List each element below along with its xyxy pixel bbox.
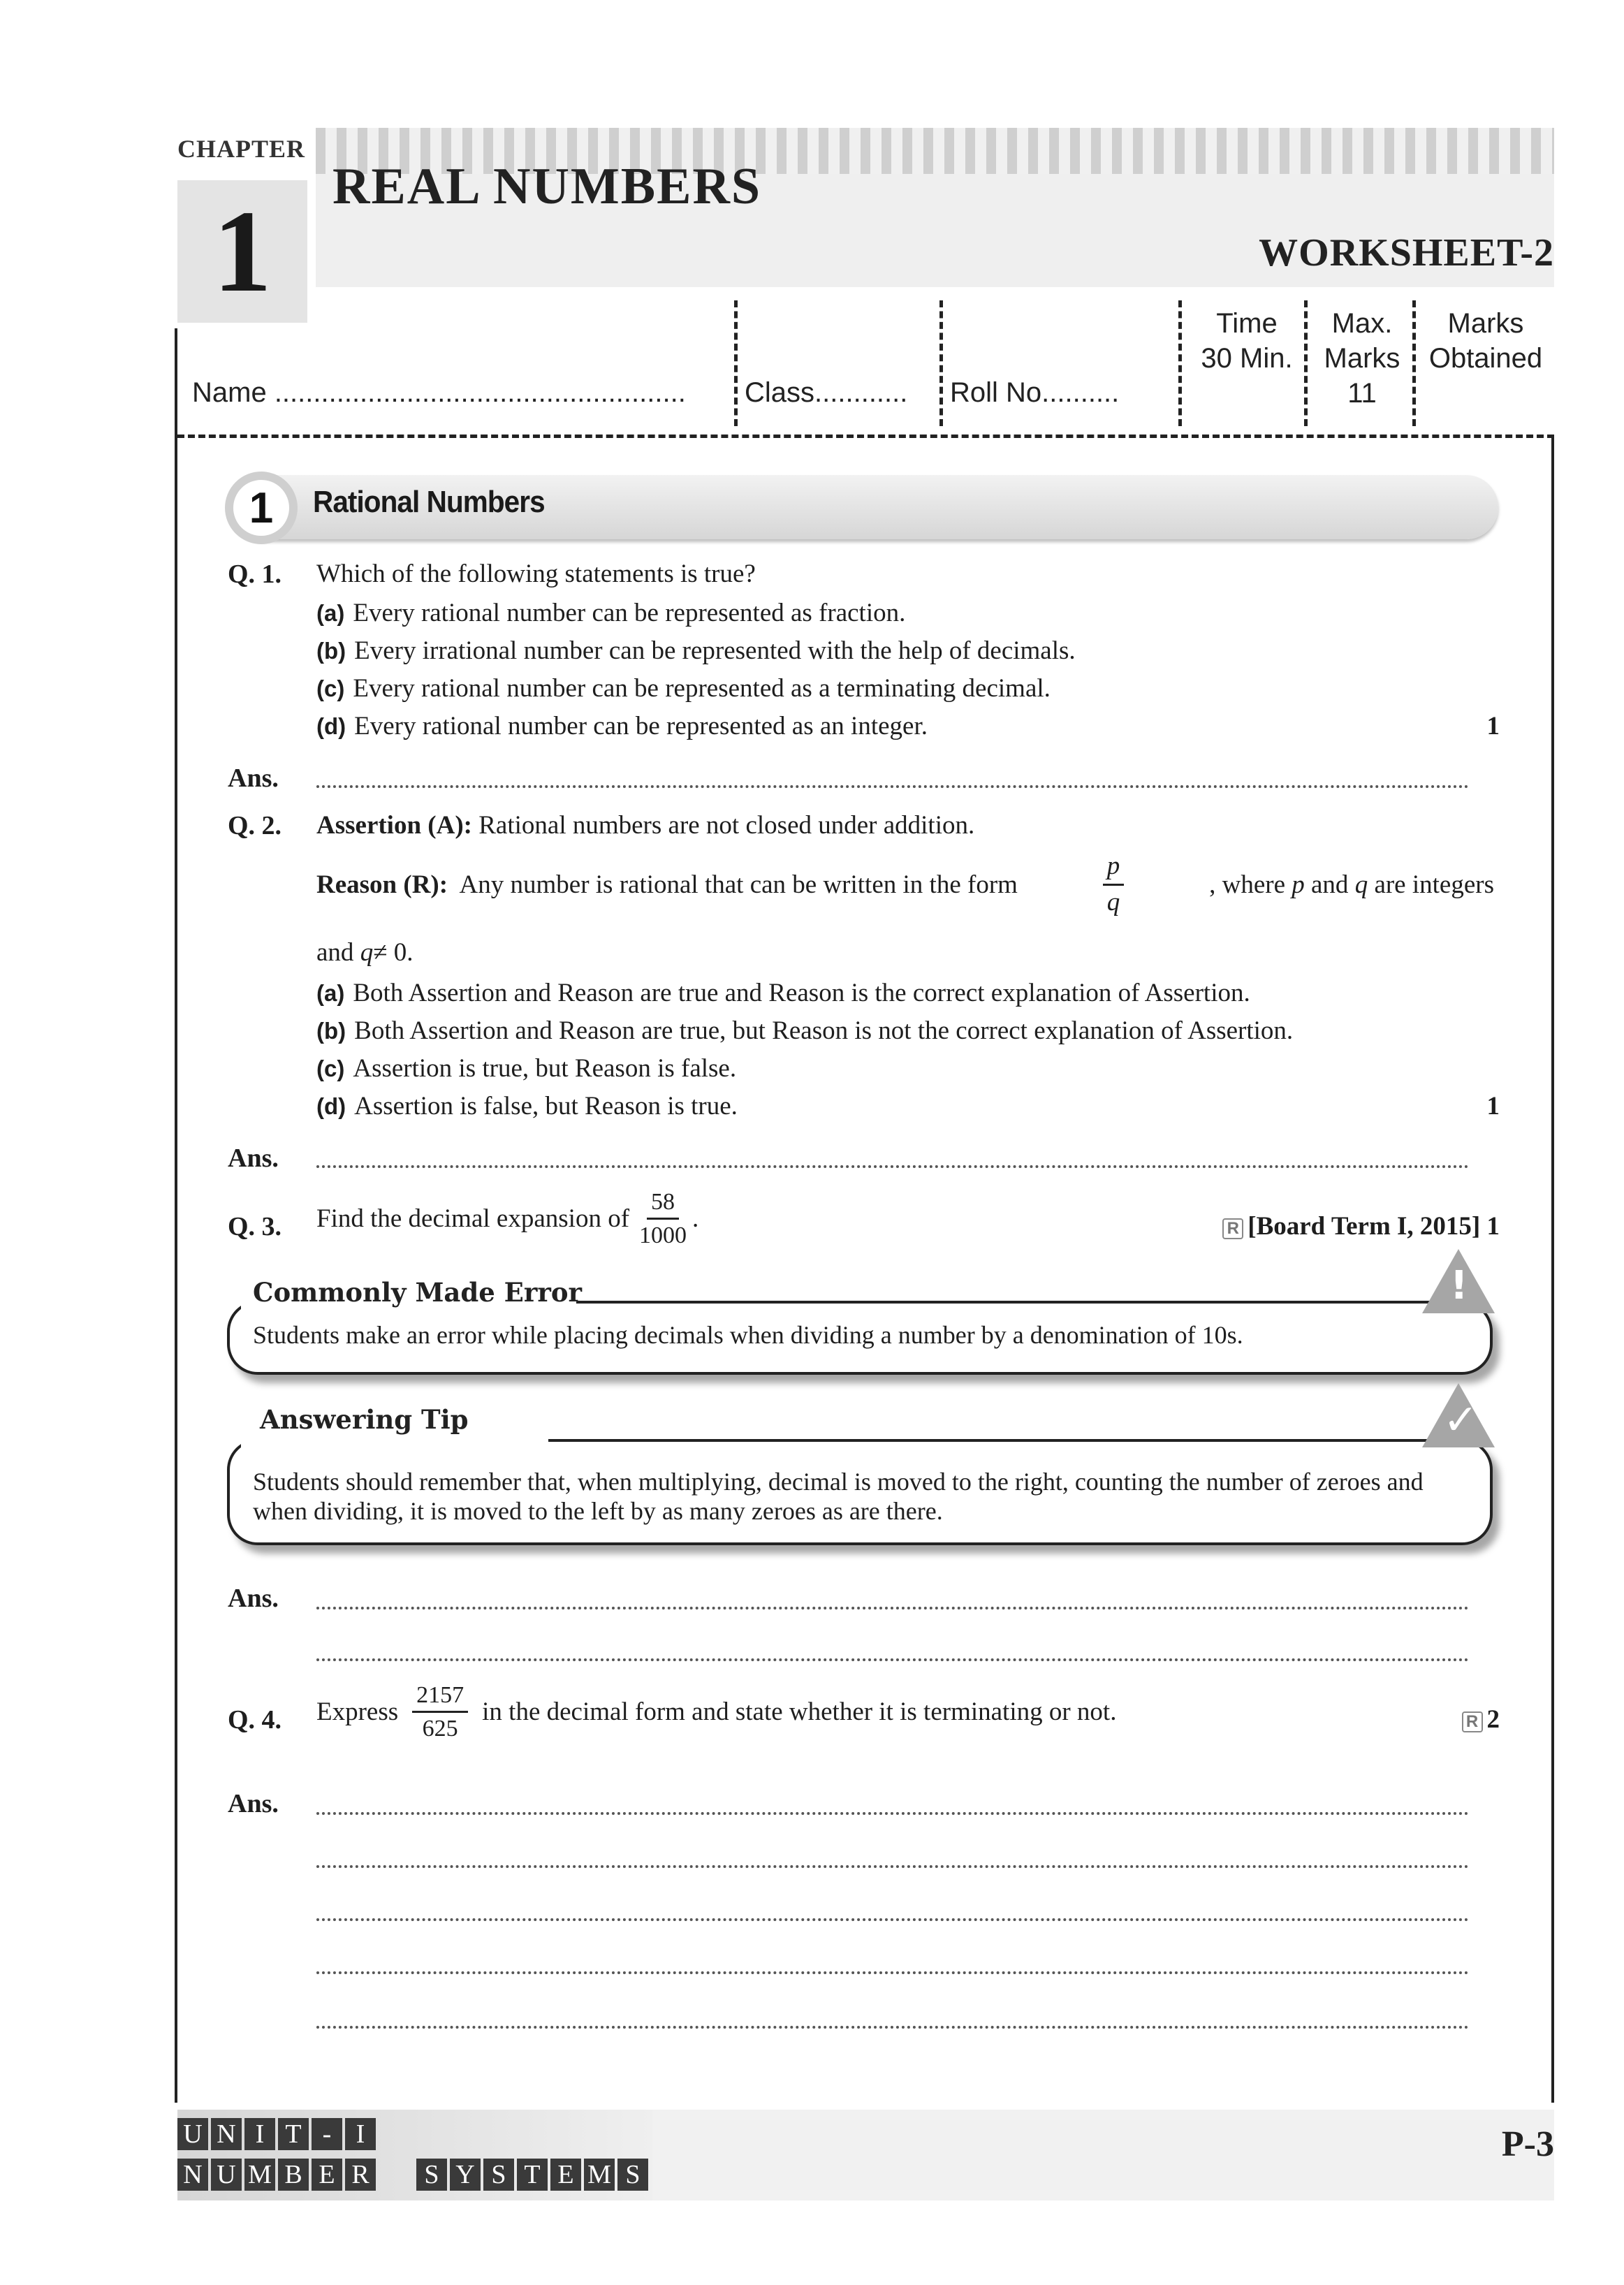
error-text: Students make an error while placing decimals when dividing a number by a denomination of 10s. [253,1321,1243,1349]
q1-option-c: (c) Every rational number can be represented as a terminating decimal. [316,674,1051,703]
q2-option-d: (d) Assertion is false, but Reason is true. [316,1092,738,1120]
chapter-title: REAL NUMBERS [332,158,762,215]
info-bottom-rule [177,435,1554,438]
max-label: Max. [1331,308,1393,339]
q1-marks: 1 [1486,712,1500,740]
obtained-label-2: Obtained [1428,343,1543,374]
q3-number: Q. 3. [228,1212,282,1241]
time-cell [1187,306,1306,376]
q2-assertion: Assertion (A): Rational numbers are not closed under addition. [316,811,975,840]
tip-text: Students should remember that, when multiplying, decimal is moved to the right, counting the number of zeroes and when dividing, it is moved to the left by as many zeroes as are there. [253,1468,1424,1525]
answer-line[interactable] [316,1812,1469,1815]
answer-line[interactable] [316,1918,1469,1921]
answer-line[interactable] [316,1865,1469,1868]
class-field: Class............ [745,377,908,408]
q1-option-b: (b) Every irrational number can be represented with the help of decimals. [316,636,1076,665]
reference-icon: R [1222,1218,1243,1239]
page-number: P-3 [1501,2124,1554,2164]
q2-marks: 1 [1486,1092,1500,1120]
q1-text: Which of the following statements is true? [316,560,756,588]
left-rule [175,328,177,2103]
worksheet-title: WORKSHEET-2 [1259,231,1554,275]
name-field: Name ..................................................... [192,377,686,408]
q2-option-c: (c) Assertion is true, but Reason is false. [316,1054,737,1083]
section-title: Rational Numbers [313,485,545,519]
divider [939,300,943,426]
q1-option-d: (d) Every rational number can be represented as an integer. [316,712,928,740]
q2-reason-line-2: and q≠ 0. [316,938,414,967]
tip-label: Answering Tip [260,1404,469,1435]
q1-option-a: (a) Every rational number can be represented as fraction. [316,599,906,627]
q4-fraction: $\frac{2157}{625}$ [412,1682,468,1742]
q1-answer-label: Ans. [228,764,279,793]
unit-name: N U M B E R S Y S T E M S [177,2159,651,2191]
answer-line[interactable] [316,1165,1469,1168]
section-number: 1 [225,472,298,544]
q2-answer-label: Ans. [228,1144,279,1173]
max-value: 11 [1347,378,1377,409]
answer-line[interactable] [316,1971,1469,1974]
chapter-label: CHAPTER [177,135,306,163]
q2-option-b: (b) Both Assertion and Reason are true, but Reason is not the correct explanation of Assertion. [316,1016,1294,1045]
answer-line[interactable] [316,1607,1469,1609]
q2-option-a: (a) Both Assertion and Reason are true and Reason is the correct explanation of Assertion. [316,979,1250,1007]
chapter-number: 1 [177,180,307,323]
answer-line[interactable] [316,2026,1469,2029]
error-label: Commonly Made Error [253,1277,583,1308]
q1-number: Q. 1. [228,560,282,589]
reference-icon: R [1462,1711,1483,1732]
checkmark-icon: ✓ [1443,1396,1479,1445]
q3-answer-label: Ans. [228,1584,279,1613]
answer-line[interactable] [316,1658,1469,1661]
answer-line[interactable] [316,785,1469,788]
obtained-label: Marks [1447,308,1524,339]
q2-number: Q. 2. [228,811,282,840]
time-value: 30 Min. [1201,343,1293,374]
max-marks-cell [1313,306,1411,411]
marks-obtained-cell [1419,306,1552,376]
q4-answer-label: Ans. [228,1789,279,1818]
divider [1412,300,1416,426]
q4-marks: R 2 [1462,1704,1500,1735]
q2-reason: Reason (R): Any number is rational that can be written in the form $\frac{p}{q}$ , where p and q are integers [316,852,1494,917]
max-label-2: Marks [1324,343,1400,374]
divider [734,300,738,426]
q3-fraction: $\frac{58}{1000}$ [639,1189,687,1249]
q4-text: Express $\frac{2157}{625}$ in the decimal form and state whether it is terminating or not. [316,1682,1117,1742]
q4-number: Q. 4. [228,1705,282,1735]
right-rule [1551,435,1554,2103]
divider [1178,300,1182,426]
q2-fraction: $\frac{p}{q}$ [1103,852,1125,917]
roll-field: Roll No.......... [950,377,1120,408]
q3-text: Find the decimal expansion of $\frac{58}{1000}$ . [316,1189,699,1249]
time-label: Time [1216,308,1278,339]
divider [1304,300,1308,426]
unit-label: U N I T - I [177,2118,379,2150]
exclamation-icon: ! [1450,1263,1468,1308]
q3-reference: R [Board Term I, 2015] 1 [1222,1211,1500,1241]
